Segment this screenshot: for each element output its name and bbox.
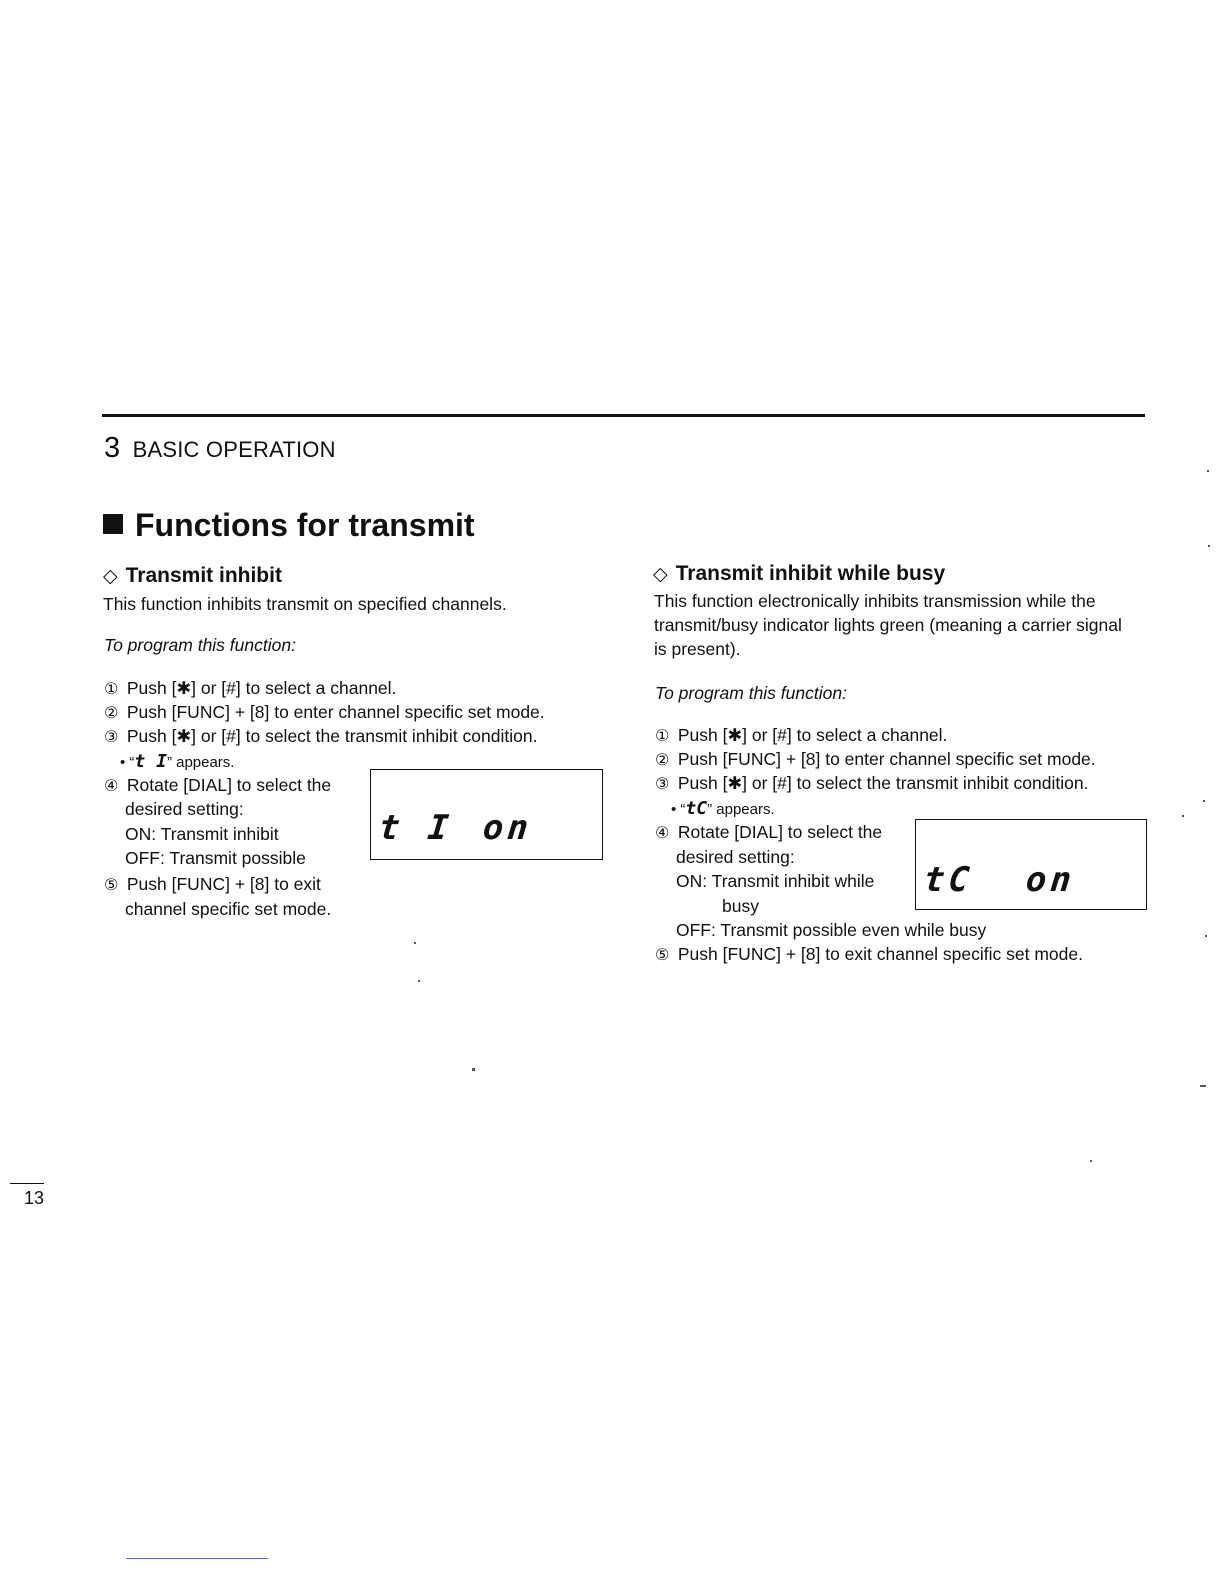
- description-line: This function electronically inhibits transmission while the: [654, 591, 1096, 611]
- scan-speck: [1200, 1085, 1206, 1087]
- step-text: Push [FUNC] + [8] to enter channel specific set mode.: [126, 702, 545, 722]
- left-subheading: [103, 564, 282, 588]
- lcd-left-code: tC: [921, 860, 976, 900]
- appears-prefix: • “: [671, 801, 686, 818]
- left-appears-note: [120, 749, 234, 775]
- right-description: [654, 589, 1154, 661]
- step-number: ④: [655, 825, 670, 842]
- right-step-5: [655, 942, 1083, 968]
- step-number: ③: [104, 729, 119, 746]
- right-subheading-text: Transmit inhibit while busy: [675, 562, 946, 585]
- scan-speck: [418, 980, 420, 982]
- scan-speck: [1205, 935, 1207, 937]
- right-step-4-line-2: desired setting:: [676, 847, 795, 867]
- step-number: ③: [655, 776, 670, 793]
- header-rule: [102, 414, 1145, 417]
- scan-speck: [414, 942, 416, 944]
- step-number: ②: [104, 705, 119, 722]
- right-step-1: [655, 723, 947, 749]
- right-program-label: To program this function:: [655, 683, 847, 703]
- page-number-rule: [10, 1183, 44, 1184]
- lcd-right-value: on: [1023, 860, 1078, 900]
- step-number: ①: [655, 728, 670, 745]
- left-step-5: [104, 872, 321, 898]
- step-text: Push [✱] or [#] to select the transmit inhibit condition.: [126, 726, 538, 746]
- lcd-right-value: on: [480, 808, 535, 848]
- section-title: [103, 507, 475, 544]
- left-step-3: [104, 724, 537, 750]
- right-appears-note: [671, 796, 775, 822]
- left-program-label: To program this function:: [104, 635, 296, 655]
- appears-prefix: • “: [120, 754, 135, 771]
- right-step-4: [655, 820, 882, 846]
- footer-link-underline: [126, 1558, 268, 1559]
- square-bullet-icon: [103, 514, 123, 534]
- step-number: ②: [655, 752, 670, 769]
- step-number: ⑤: [104, 877, 119, 894]
- section-title-text: Functions for transmit: [135, 507, 475, 543]
- scan-speck: [472, 1068, 475, 1071]
- step-number: ⑤: [655, 947, 670, 964]
- left-step-5-line-2: channel specific set mode.: [125, 899, 332, 919]
- left-subheading-text: Transmit inhibit: [125, 564, 282, 587]
- left-on-setting: ON: Transmit inhibit: [125, 824, 279, 844]
- diamond-icon: ◇: [653, 564, 668, 585]
- left-off-setting: OFF: Transmit possible: [125, 848, 306, 868]
- chapter-title: BASIC OPERATION: [132, 437, 336, 462]
- step-text: Push [✱] or [#] to select a channel.: [677, 725, 948, 745]
- description-line: is present).: [654, 639, 741, 659]
- step-text: Rotate [DIAL] to select the: [126, 775, 332, 795]
- step-number: ④: [104, 778, 119, 795]
- step-text: Push [✱] or [#] to select the transmit inhibit condition.: [677, 773, 1089, 793]
- left-step-4-line-2: desired setting:: [125, 799, 244, 819]
- left-step-2: [104, 700, 545, 726]
- scan-speck: [1207, 470, 1209, 472]
- left-lcd-display: [370, 769, 603, 860]
- right-on-setting: ON: Transmit inhibit while: [676, 871, 875, 891]
- chapter-heading: [104, 432, 336, 465]
- appears-suffix: ” appears.: [166, 754, 235, 771]
- left-step-4: [104, 773, 331, 799]
- lcd-left-code: t I: [376, 808, 455, 848]
- chapter-number: 3: [104, 432, 121, 464]
- right-subheading: [653, 562, 945, 586]
- scan-speck: [1208, 545, 1210, 547]
- appears-suffix: ” appears.: [707, 801, 775, 818]
- step-text: Push [FUNC] + [8] to exit: [126, 874, 321, 894]
- right-lcd-display: [915, 819, 1147, 910]
- right-off-setting: OFF: Transmit possible even while busy: [676, 920, 987, 940]
- right-step-2: [655, 747, 1096, 773]
- lcd-code: tC: [685, 798, 708, 819]
- scan-speck: [1182, 815, 1184, 817]
- scan-speck: [1203, 800, 1205, 802]
- step-text: Push [FUNC] + [8] to enter channel specific set mode.: [677, 749, 1096, 769]
- right-step-3: [655, 771, 1088, 797]
- scan-speck: [1090, 1160, 1092, 1162]
- left-description: This function inhibits transmit on specified channels.: [103, 594, 507, 614]
- description-line: transmit/busy indicator lights green (meaning a carrier signal: [654, 615, 1122, 635]
- step-text: Push [✱] or [#] to select a channel.: [126, 678, 397, 698]
- step-text: Rotate [DIAL] to select the: [677, 822, 883, 842]
- left-step-1: [104, 676, 396, 702]
- lcd-code: t I: [134, 751, 167, 772]
- right-on-setting-line-2: busy: [722, 896, 759, 916]
- page-number: 13: [24, 1188, 45, 1208]
- diamond-icon: ◇: [103, 566, 118, 587]
- step-number: ①: [104, 681, 119, 698]
- step-text: Push [FUNC] + [8] to exit channel specific set mode.: [677, 944, 1083, 964]
